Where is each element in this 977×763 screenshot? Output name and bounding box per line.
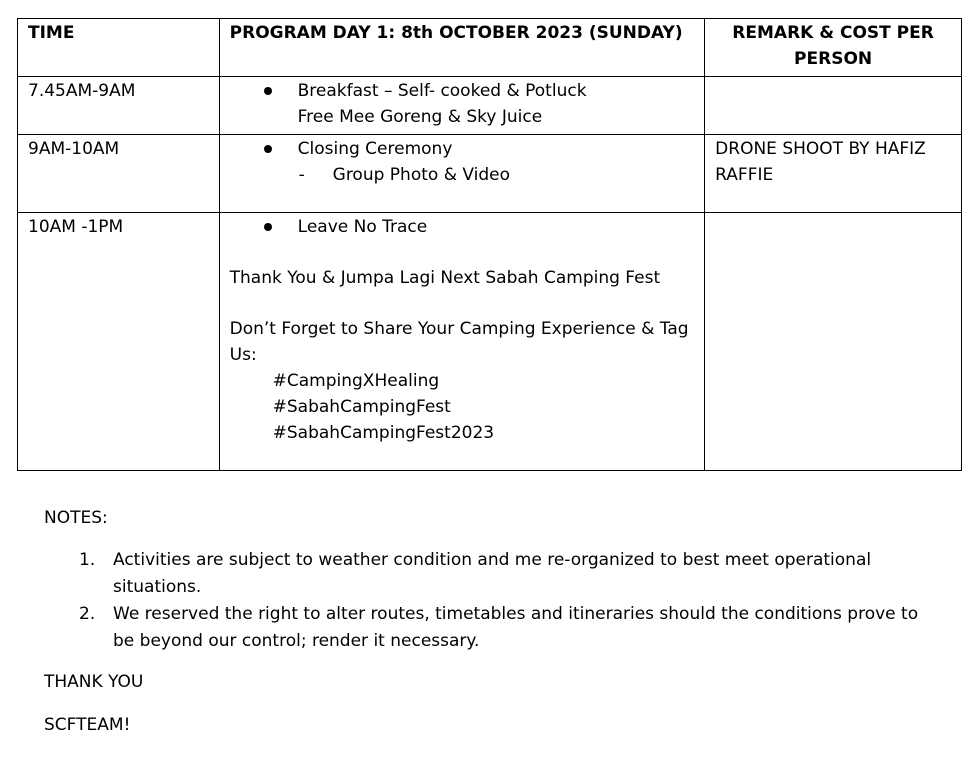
list-item: [44, 601, 944, 655]
thank-you-text: Thank You & Jumpa Lagi Next Sabah Camping Fest: [229, 268, 661, 288]
table-row: [18, 77, 962, 135]
program-dash-item: [230, 162, 695, 188]
bullet-icon: [264, 87, 272, 95]
program-cell: [219, 77, 705, 135]
program-cell: [219, 135, 705, 213]
program-bullet-item: [230, 136, 695, 162]
notes-list: [44, 547, 944, 655]
dash-icon: -: [298, 165, 305, 185]
time-cell: 10AM -1PM: [18, 213, 220, 471]
table-row: [18, 213, 962, 471]
hashtag-text: #CampingXHealing: [272, 371, 440, 391]
note-text: Activities are subject to weather condition and me re-organized to best meet operational situations.: [113, 550, 872, 597]
note-text: We reserved the right to alter routes, timetables and itineraries should the conditions prove to be beyond our control; render it necessary.: [113, 604, 919, 651]
team-signoff: SCFTEAM!: [44, 715, 131, 735]
header-program: PROGRAM DAY 1: 8th OCTOBER 2023 (SUNDAY): [219, 19, 705, 77]
program-item-text: Leave No Trace: [297, 217, 428, 237]
share-text: Don’t Forget to Share Your Camping Experience & Tag Us:: [229, 319, 689, 365]
remark-cell: DRONE SHOOT BY HAFIZ RAFFIE: [705, 135, 962, 213]
bullet-icon: [264, 145, 272, 153]
header-time: TIME: [18, 19, 220, 77]
bullet-icon: [264, 223, 272, 231]
thank-you-closing: THANK YOU: [44, 672, 144, 692]
program-sub-text: Group Photo & Video: [332, 165, 510, 185]
time-cell: 7.45AM-9AM: [18, 77, 220, 135]
note-number: 2.: [79, 604, 96, 624]
note-number: 1.: [79, 550, 96, 570]
hashtag-text: #SabahCampingFest: [272, 397, 451, 417]
time-cell: 9AM-10AM: [18, 135, 220, 213]
table-row: [18, 135, 962, 213]
notes-title: NOTES:: [44, 508, 108, 528]
hashtag-text: #SabahCampingFest2023: [272, 423, 495, 443]
notes-section: [44, 505, 944, 739]
program-sub-text: Free Mee Goreng & Sky Juice: [297, 107, 543, 127]
program-schedule-table: [17, 18, 962, 471]
table-header-row: [18, 19, 962, 77]
remark-cell: [705, 213, 962, 471]
program-bullet-item: [230, 214, 695, 240]
remark-cell: [705, 77, 962, 135]
program-item-text: Breakfast – Self- cooked & Potluck: [297, 81, 587, 101]
list-item: [44, 547, 944, 601]
header-remark: REMARK & COST PER PERSON: [705, 19, 962, 77]
program-bullet-item: [230, 78, 695, 104]
program-item-text: Closing Ceremony: [297, 139, 453, 159]
program-cell: [219, 213, 705, 471]
